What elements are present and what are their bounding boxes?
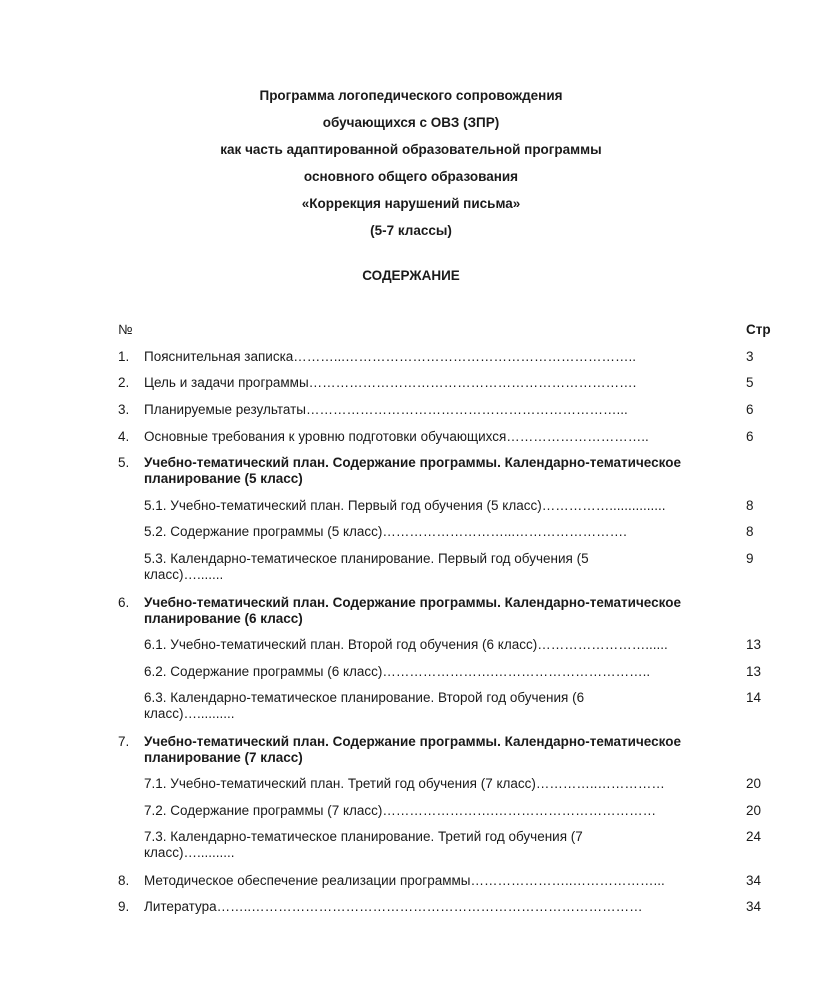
toc-entry-title: 5.2. Содержание программы (5 класс)………………………...…………………….: [144, 524, 627, 539]
document-title: [0, 82, 822, 244]
title-line: Программа логопедического сопровождения: [259, 88, 563, 103]
title-line: обучающихся с ОВЗ (ЗПР): [322, 115, 500, 130]
toc-entry-page: 8: [746, 524, 754, 539]
toc-page-header: Стр: [746, 322, 771, 337]
toc-entry-title: 6.2. Содержание программы (6 класс)…………………….……………………………..: [144, 664, 651, 679]
toc-entry-number: 5.: [118, 455, 130, 470]
toc-entry-title: Литература……..……………………………………………………………………………: [144, 899, 643, 914]
toc-entry-title: Пояснительная записка………...………………………………………………………..: [144, 349, 637, 364]
toc-entry-title: 6.1. Учебно-тематический план. Второй год обучения (6 класс)……………………......: [144, 637, 668, 652]
toc-entry-number: 4.: [118, 429, 130, 444]
toc-entry-page: 9: [746, 551, 754, 566]
toc-entry-number: 9.: [118, 899, 130, 914]
toc-entry-number: 8.: [118, 873, 130, 888]
toc-entry-number: 1.: [118, 349, 130, 364]
toc-entry-page: 34: [746, 873, 762, 888]
toc-entry-page: 3: [746, 349, 754, 364]
toc-entry-title: Основные требования к уровню подготовки обучающихся…………………………..: [144, 429, 649, 444]
toc-entry-title: Методическое обеспечение реализации программы…………………..………………...: [144, 873, 665, 888]
toc-entry-page: 20: [746, 803, 762, 818]
toc-entry-page: 6: [746, 429, 754, 444]
toc-entry-page: 14: [746, 690, 762, 705]
toc-entry-title: 7.3. Календарно-тематическое планирование. Третий год обучения (7 класс)…..........: [144, 829, 583, 860]
toc-entry-page: 5: [746, 375, 754, 390]
toc-section-title: Учебно-тематический план. Содержание программы. Календарно-тематическое планирование (6 класс): [144, 595, 681, 626]
toc-entry-number: 3.: [118, 402, 130, 417]
title-line: как часть адаптированной образовательной программы: [220, 142, 602, 157]
toc-entry-page: 6: [746, 402, 754, 417]
toc-entry-page: 13: [746, 664, 762, 679]
toc-entry-number: 2.: [118, 375, 130, 390]
toc-entry-page: 13: [746, 637, 762, 652]
toc-entry-page: 8: [746, 498, 754, 513]
toc-entry-title: 5.3. Календарно-тематическое планирование. Первый год обучения (5 класс)….......: [144, 551, 589, 582]
toc-header: [118, 320, 771, 340]
toc-entry-title: 7.2. Содержание программы (7 класс)…………………….………………………………: [144, 803, 657, 818]
toc-entry-title: 7.1. Учебно-тематический план. Третий год обучения (7 класс)…………..……………: [144, 776, 665, 791]
toc-entry-page: 24: [746, 829, 762, 844]
title-line: (5-7 классы): [370, 223, 452, 238]
toc-entry-number: 6.: [118, 595, 130, 610]
toc-entry-title: 5.1. Учебно-тематический план. Первый год обучения (5 класс)……………...............: [144, 498, 666, 513]
toc-number-header: №: [118, 322, 133, 337]
toc-entry-title: Цель и задачи программы……………………………………………………………….: [144, 375, 637, 390]
toc-entry-page: 20: [746, 776, 762, 791]
contents-heading: СОДЕРЖАНИЕ: [362, 268, 460, 283]
title-line: «Коррекция нарушений письма»: [301, 196, 521, 211]
toc-section-title: Учебно-тематический план. Содержание программы. Календарно-тематическое планирование (5 класс): [144, 455, 681, 486]
toc-entry-title: 6.3. Календарно-тематическое планирование. Второй год обучения (6 класс)…..........: [144, 690, 585, 721]
toc-entry-page: 34: [746, 899, 762, 914]
title-line: основного общего образования: [303, 169, 519, 184]
toc-entry-title: Планируемые результаты……………………………………………………………...: [144, 402, 628, 417]
toc-entry-number: 7.: [118, 734, 130, 749]
toc-section-title: Учебно-тематический план. Содержание программы. Календарно-тематическое планирование (7 класс): [144, 734, 681, 765]
